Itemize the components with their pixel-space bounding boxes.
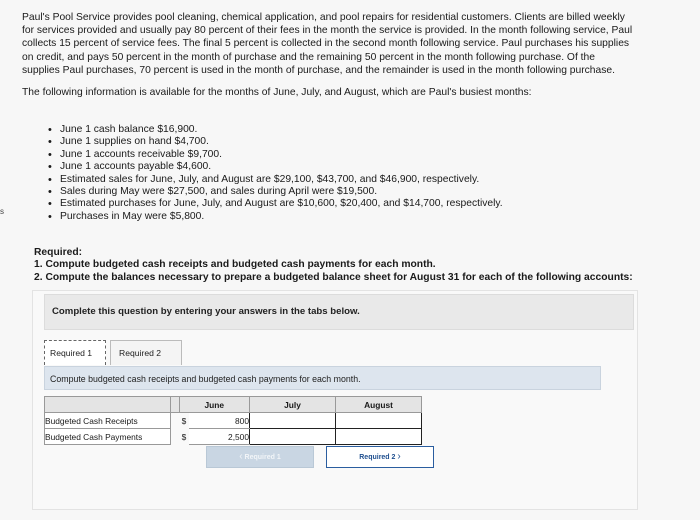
next-tab-button[interactable] <box>326 446 434 468</box>
payments-july-input[interactable] <box>250 429 336 445</box>
payments-june-value: 2,500 <box>189 429 250 445</box>
tab-required-1[interactable]: Required 1 <box>44 340 106 365</box>
required-section <box>34 247 654 284</box>
table-header-row <box>45 397 422 413</box>
list-item: • June 1 cash balance $16,900. <box>46 124 666 136</box>
receipts-july-input[interactable] <box>250 413 336 429</box>
list-item: • Estimated purchases for June, July, and August are $10,600, $20,400, and $14,700, respectively. <box>46 198 666 210</box>
list-item: • Sales during May were $27,500, and sales during April were $19,500. <box>46 186 666 198</box>
currency-symbol: $ <box>179 429 189 445</box>
currency-symbol: $ <box>179 413 189 429</box>
row-label: Budgeted Cash Payments <box>45 429 171 445</box>
list-item: • June 1 accounts payable $4,600. <box>46 161 666 173</box>
problem-description <box>22 11 682 99</box>
column-header-july: July <box>250 397 336 413</box>
column-header-june: June <box>179 397 250 413</box>
list-item: • June 1 accounts receivable $9,700. <box>46 149 666 161</box>
receipts-august-input[interactable] <box>336 413 422 429</box>
info-intro: The following information is available for the months of June, July, and August, which are Paul's busiest months: <box>22 87 532 99</box>
payments-august-input[interactable] <box>336 429 422 445</box>
row-label: Budgeted Cash Receipts <box>45 413 171 429</box>
cash-budget-table <box>44 396 422 445</box>
required-item-2: 2. Compute the balances necessary to prepare a budgeted balance sheet for August 31 for each of the following accounts: <box>34 271 633 283</box>
next-tab-label: Required 2 <box>359 454 396 461</box>
prev-tab-label: Required 1 <box>244 454 281 461</box>
instructions-text: Complete this question by entering your answers in the tabs below. <box>52 306 360 317</box>
required-heading: Required: <box>34 247 83 258</box>
tab-instruction: Compute budgeted cash receipts and budgeted cash payments for each month. <box>50 374 361 384</box>
list-item: • June 1 supplies on hand $4,700. <box>46 136 666 148</box>
list-item: • Estimated sales for June, July, and August are $29,100, $43,700, and $46,900, respectively. <box>46 174 666 186</box>
tab-required-2[interactable]: Required 2 <box>110 340 182 365</box>
table-row <box>45 429 422 445</box>
receipts-june-value: 800 <box>189 413 250 429</box>
tab-bar <box>44 340 182 366</box>
column-header-august: August <box>336 397 422 413</box>
chevron-right-icon: › <box>397 451 401 462</box>
prev-tab-button[interactable] <box>206 446 314 468</box>
problem-paragraph: Paul's Pool Service provides pool cleaning, chemical application, and pool repairs for residential customers. Clients are billed weekly for services provided and usually pay 80 percent of their fees in the month the service is provided. In the month following service, Paul collects 15 percent of service fees. The final 5 percent is collected in the second month following service. Paul purchases his supplies on credit, and pays 50 percent in the month of purchase and the remaining 50 percent in the month following purchase. Of the supplies Paul purchases, 70 percent is used in the month of purchase, and the remainder is used in the month following purchase. <box>22 12 633 76</box>
edge-fragment: s <box>0 207 4 216</box>
facts-list <box>46 124 666 223</box>
list-item: • Purchases in May were $5,800. <box>46 211 666 223</box>
table-row <box>45 413 422 429</box>
required-item-1: 1. Compute budgeted cash receipts and budgeted cash payments for each month. <box>34 259 436 271</box>
chevron-left-icon: ‹ <box>239 451 243 462</box>
